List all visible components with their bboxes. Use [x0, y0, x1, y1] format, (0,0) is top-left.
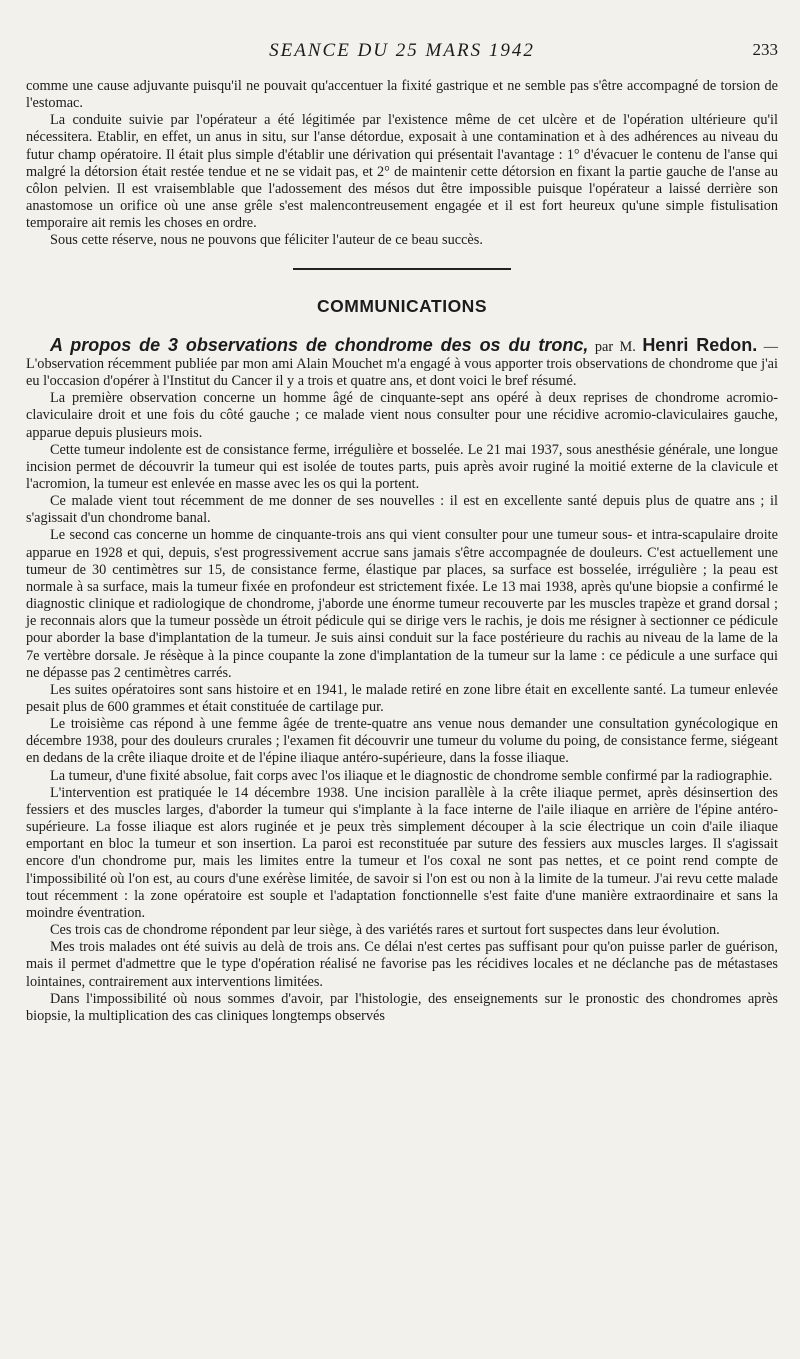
paragraph: Cette tumeur indolente est de consistance ferme, irrégulière et bosselée. Le 21 mai 1937, sous anesthésie générale, une longue incision permet de découvrir la tumeur qui est isolée de toutes parts, puis après avoir ruginé la moitié externe de la clavicule et l'acromion, la tumeur est enlevée en masse avec les os qui la portent.: [26, 441, 778, 492]
article-title: A propos de 3 observations de chondrome des os du tronc,: [50, 334, 589, 355]
page-body: [26, 78, 778, 1025]
page-header: [26, 40, 778, 66]
paragraph: La tumeur, d'une fixité absolue, fait corps avec l'os iliaque et le diagnostic de chondrome semble confirmé par la radiographie.: [50, 767, 773, 784]
paragraph: Ces trois cas de chondrome répondent par leur siège, à des variétés rares et surtout fort suspectes dans leur évolution.: [50, 922, 720, 939]
paragraph: La première observation concerne un homme âgé de cinquante-sept ans opéré à deux reprises de chondrome acromio-claviculaire droit et une fois du côté gauche ; ce malade vient nous consulter pour une récidive acromio-claviculaires gauche, apparue depuis plusieurs mois.: [26, 390, 778, 441]
page-number: 233: [752, 40, 778, 59]
paragraph: Sous cette réserve, nous ne pouvons que féliciter l'auteur de ce beau succès.: [50, 232, 483, 249]
section-divider: [293, 268, 511, 270]
paragraph: comme une cause adjuvante puisqu'il ne pouvait qu'accentuer la fixité gastrique et ne semble pas s'être accompagné de torsion de l'estomac.: [26, 78, 778, 112]
article-author: Henri Redon.: [642, 334, 758, 355]
paragraph: Le second cas concerne un homme de cinquante-trois ans qui vient consulter pour une tumeur sous- et intra-scapulaire droite apparue en 1928 et qui, depuis, s'est progressivement accrue sans jamais s'être accompagnée de douleurs. C'est actuellement une tumeur de 30 centimètres sur 15, de consistance ferme, élastique par places, sa surface est bosselée, irrégulière ; la peau est normale à sa surface, mais la tumeur fixée en profondeur est strictement fixée. Le 13 mai 1938, après qu'une biopsie a confirmé le diagnostic clinique et radiologique de chondrome, j'aborde une énorme tumeur recouverte par les muscles trapèze et grand dorsal ; je reconnais alors que la tumeur possède un étroit pédicule qui se dirige vers le rachis, je dois me résigner à sectionner ce pédicule pour aborder la base d'implantation de la tumeur. Je suis ainsi conduit sur la face postérieure du rachis au niveau de la lame de la 7e vertèbre dorsale. Je résèque à la pince coupante la zone d'implantation de la tumeur sur la lame : ce pédicule a une surface qui ne dépasse pas 2 centimètres carrés.: [26, 527, 778, 681]
paragraph: Ce malade vient tout récemment de me donner de ses nouvelles : il est en excellente santé depuis plus de quatre ans ; il s'agissait d'un chondrome banal.: [26, 493, 778, 527]
paragraph: Mes trois malades ont été suivis au delà de trois ans. Ce délai n'est certes pas suffisant pour qu'on puisse parler de guérison, mais il permet d'admettre que le type d'opération réalisé ne favorise pas les récidives locales et ne déclanche pas de métastases lointaines, contrairement aux interventions limitées.: [26, 939, 778, 990]
paragraph: Les suites opératoires sont sans histoire et en 1941, le malade retiré en zone libre était en excellente santé. La tumeur enlevée pesait plus de 600 grammes et était constituée de cartilage pur.: [26, 681, 778, 715]
article-lead-text: — L'observation récemment publiée par mon ami Alain Mouchet m'a engagé à vous apporter trois observations de chondrome que j'ai eu l'occasion d'opérer à l'Institut du Cancer il y a trois et quatre ans, et dont voici le bref résumé.: [26, 338, 778, 390]
paragraph: L'intervention est pratiquée le 14 décembre 1938. Une incision parallèle à la crête iliaque permet, après désinsertion des fessiers et des muscles larges, d'aborder la tumeur qui s'implante à la face interne de l'aile iliaque en arrière de l'épine antéro-supérieure. La fosse iliaque est alors ruginée et je peux très simplement découper à la scie électrique un coin d'aile iliaque emportant en bloc la tumeur et son insertion. La paroi est reconstituée par suture des fessiers aux muscles larges. Il s'agissait encore d'un chondrome pur, mais les limites entre la tumeur et l'os coxal ne sont pas nettes, et ce point rend compte de l'impossibilité où l'on est, au cours d'une exérèse limitée, de savoir si l'on est ou non à la limite de la tumeur. J'ai revu cette malade tout récemment : la zone opératoire est souple et l'adaptation fonctionnelle s'est faite d'une manière extraordinaire et sans la moindre éventration.: [26, 784, 778, 921]
running-head: SEANCE DU 25 MARS 1942: [269, 40, 535, 61]
paragraph: Dans l'impossibilité où nous sommes d'avoir, par l'histologie, des enseignements sur le pronostic des chondromes après biopsie, la multiplication des cas cliniques longtemps observés: [26, 990, 778, 1024]
paragraph: Le troisième cas répond à une femme âgée de trente-quatre ans venue nous demander une consultation gynécologique en décembre 1938, pour des douleurs crurales ; l'examen fit découvrir une tumeur du volume du poing, de consistance ferme, siégeant en dedans de la crête iliaque droite et de l'épine iliaque antéro-supérieure, dans la fosse iliaque.: [26, 716, 778, 767]
paragraph: La conduite suivie par l'opérateur a été légitimée par l'existence même de cet ulcère et de l'opération ultérieure qu'il nécessitera. Etablir, en effet, un anus in situ, sur l'anse détordue, exposait à une contamination et à des adhérences au niveau du futur champ opératoire. Il était plus simple d'établir une dérivation qui présentait l'avantage : 1° d'évacuer le contenu de l'anse qui malgré la détorsion était restée tendue et ne se vidait pas, et 2° de maintenir cette détorsion en fixant la partie gauche de l'anse au côlon pelvien. Il est vraisemblable que l'adossement des mésos dut être impossible puisque l'opérateur a laissé derrière son anastomose un orifice où une anse grêle s'est malencontreusement engagée et il est fort heureux qu'une simple fistulisation temporaire ait remis les choses en ordre.: [26, 112, 778, 232]
article-lead: [26, 334, 778, 390]
article-byline: par M.: [594, 338, 636, 355]
section-title: COMMUNICATIONS: [317, 295, 487, 316]
